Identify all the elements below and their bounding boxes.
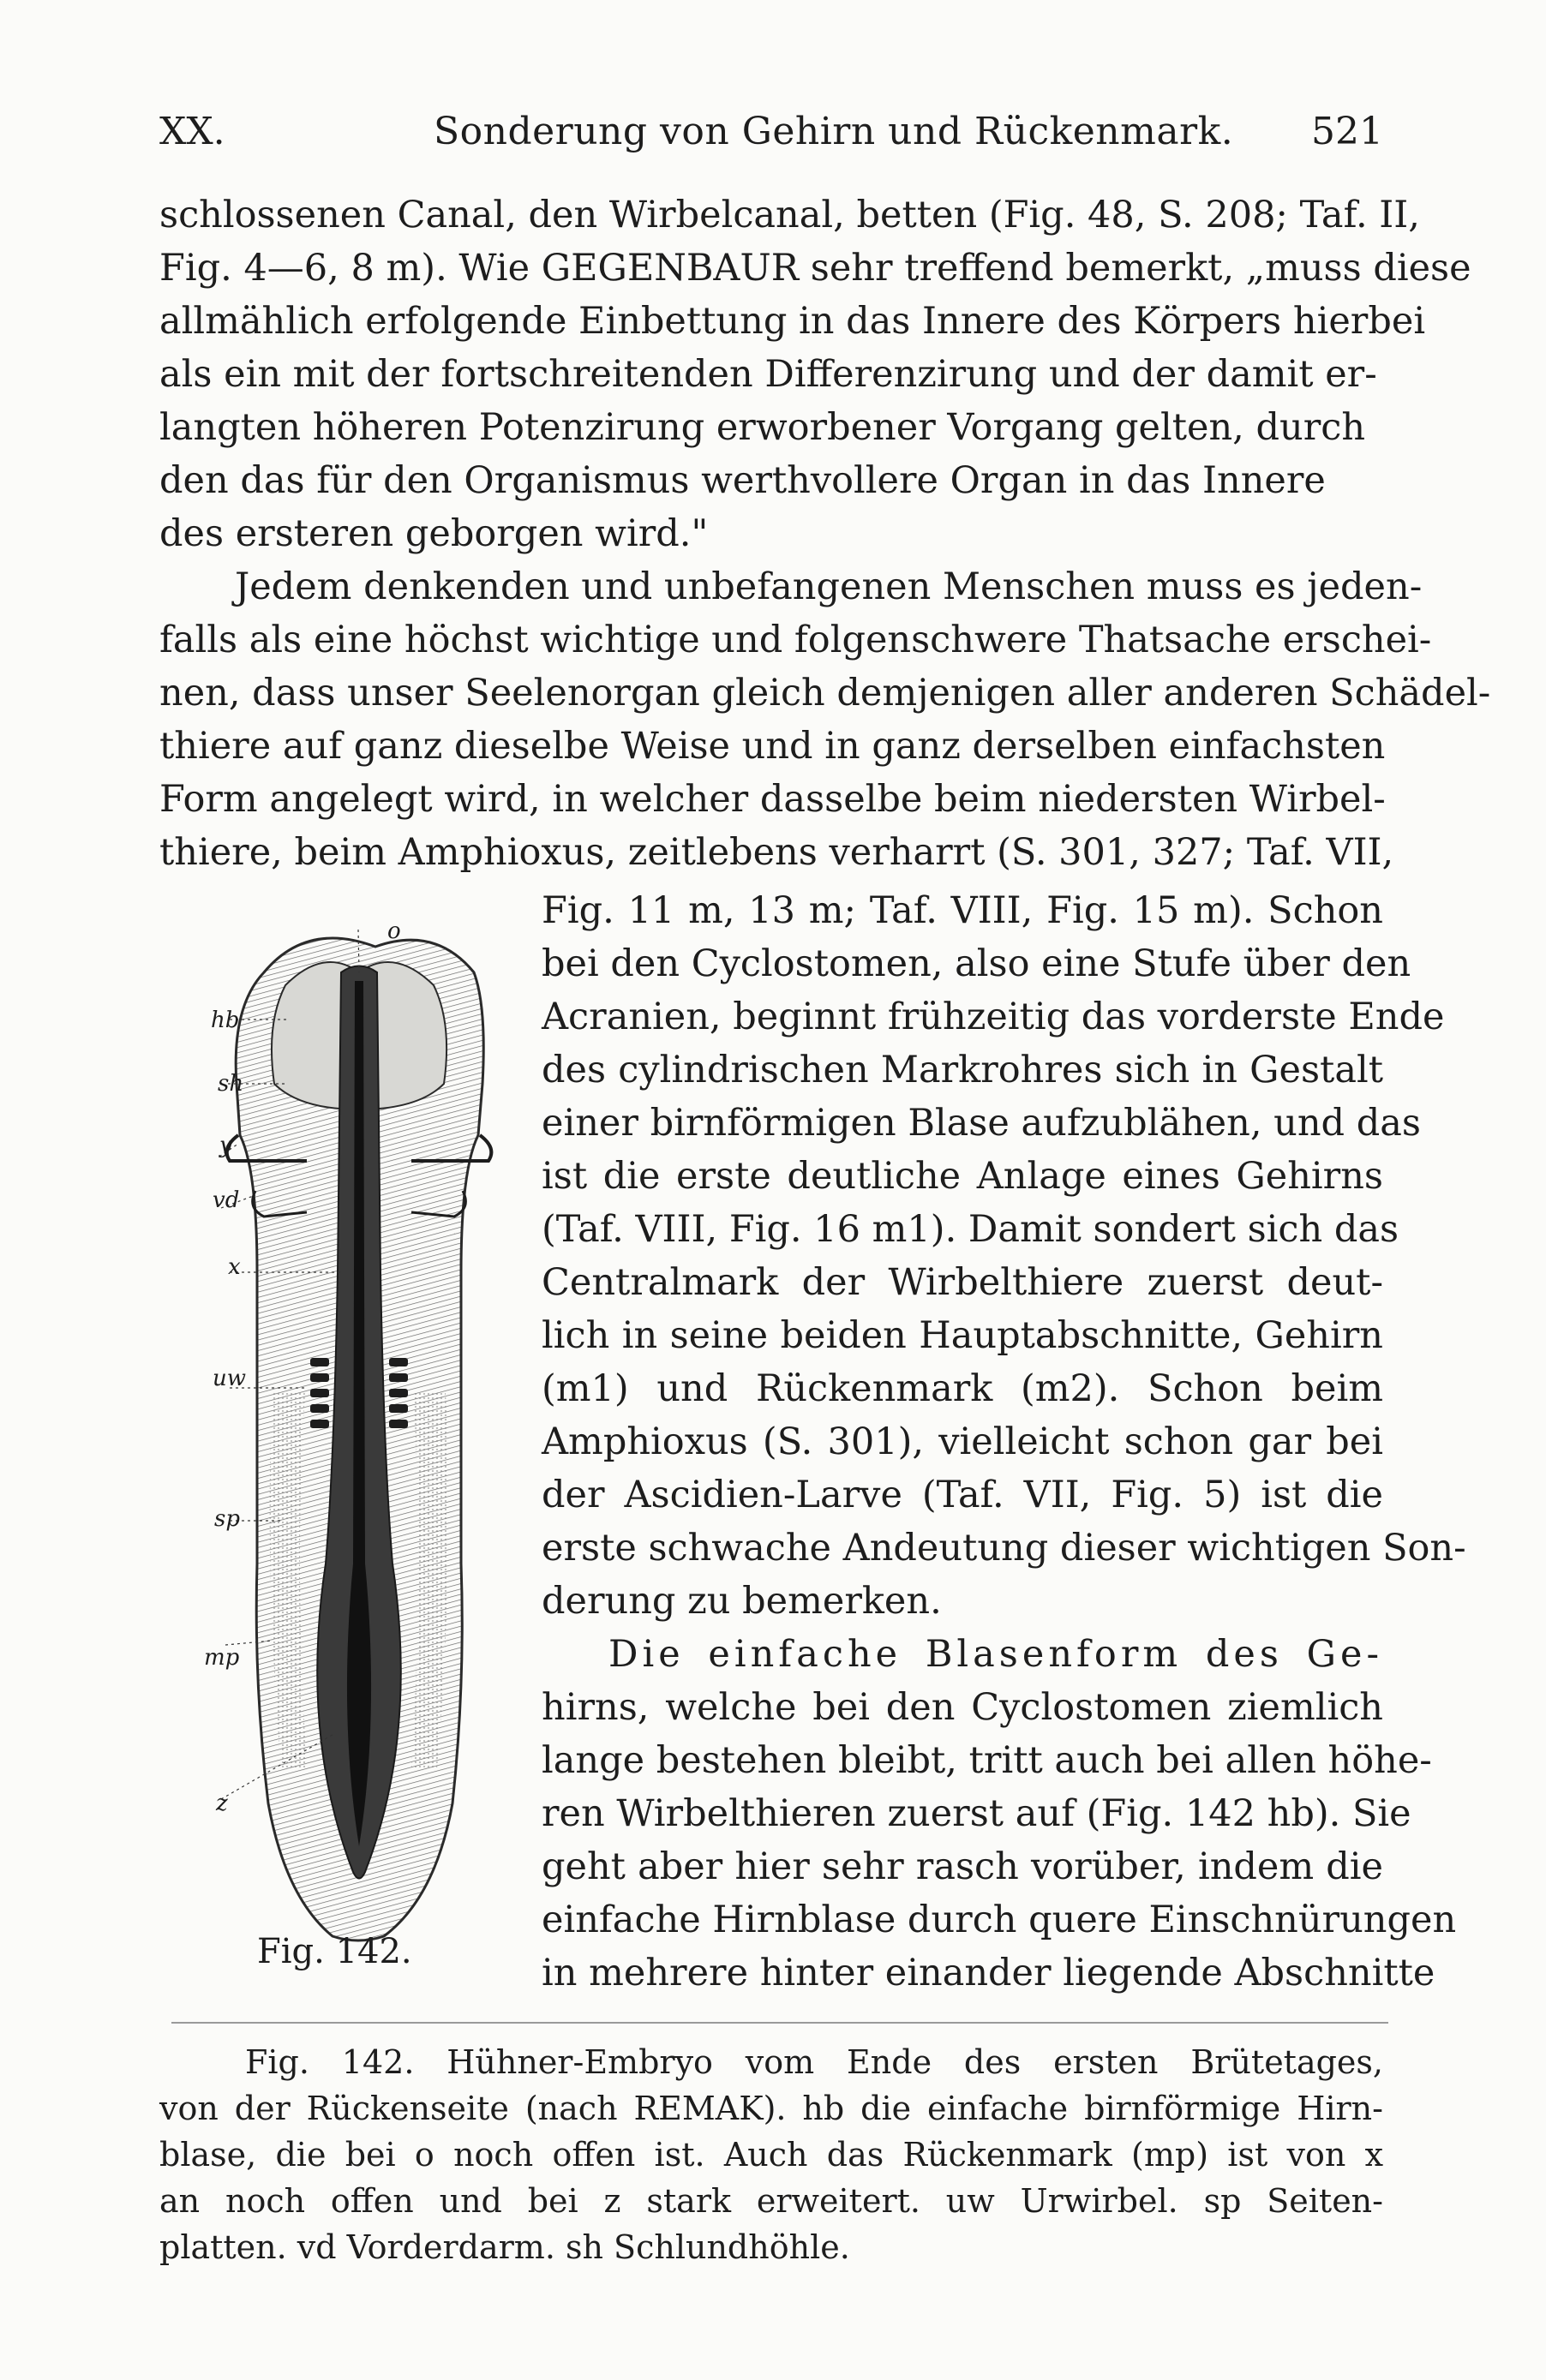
body-line: hirns, welche bei den Cyclostomen ziemlich [542,1686,1383,1729]
body-line: thiere, beim Amphioxus, zeitlebens verharrt (S. 301, 327; Taf. VII, [159,831,1394,874]
body-line: allmählich erfolgende Einbettung in das Innere des Körpers hierbei [159,300,1426,343]
label-uw: uw [213,1366,246,1391]
label-y: y [219,1133,232,1158]
figure-label: Fig. 142. [257,1932,412,1971]
body-line: Fig. 11 m, 13 m; Taf. VIII, Fig. 15 m). Schon [542,889,1383,932]
body-line: des cylindrischen Markrohres sich in Gestalt [542,1049,1383,1091]
body-line: nen, dass unser Seelenorgan gleich demjenigen aller anderen Schädel- [159,672,1491,715]
caption-line: Fig. 142. Hühner-Embryo vom Ende des ersten Brütetages, [245,2043,1383,2081]
body-line: (m1) und Rückenmark (m2). Schon beim [542,1367,1383,1410]
body-line: Fig. 4—6, 8 m). Wie GEGENBAUR sehr treffend bemerkt, „muss diese [159,247,1471,290]
label-z: z [216,1791,228,1816]
body-line-indented: Jedem denkenden und unbefangenen Menschen muss es jeden- [235,565,1423,608]
body-line: den das für den Organismus werthvollere Organ in das Innere [159,459,1326,502]
body-line-indented: Die einfache Blasenform des Ge- [608,1633,1383,1676]
body-line: falls als eine höchst wichtige und folgenschwere Thatsache erschei- [159,619,1432,661]
body-line: ist die erste deutliche Anlage eines Gehirns [542,1155,1383,1198]
body-line: in mehrere hinter einander liegende Abschnitte [542,1952,1435,1994]
body-line: lich in seine beiden Hauptabschnitte, Gehirn [542,1314,1383,1357]
body-line: thiere auf ganz dieselbe Weise und in ganz derselben einfachsten [159,725,1386,768]
label-mp: mp [204,1645,240,1671]
body-line: erste schwache Andeutung dieser wichtigen Son- [542,1527,1466,1570]
label-sh: sh [218,1071,244,1097]
label-vd: vd [213,1187,240,1213]
label-hb: hb [211,1008,240,1033]
body-line: (Taf. VIII, Fig. 16 m1). Damit sondert sich das [542,1208,1399,1251]
caption-divider [171,2022,1388,2024]
caption-line: von der Rückenseite (nach REMAK). hb die einfache birnförmige Hirn- [159,2090,1383,2127]
embryo-illustration [204,912,514,1966]
running-title: Sonderung von Gehirn und Rückenmark. [434,110,1234,153]
body-line: Acranien, beginnt frühzeitig das vorderste Ende [542,996,1445,1038]
caption-line: platten. vd Vorderdarm. sh Schlundhöhle. [159,2228,850,2266]
body-line: lange bestehen bleibt, tritt auch bei allen höhe- [542,1739,1432,1782]
chapter-number: XX. [159,110,225,153]
page-number: 521 [1311,110,1383,153]
body-line: als ein mit der fortschreitenden Differenzirung und der damit er- [159,353,1377,396]
body-line: langten höheren Potenzirung erworbener Vorgang gelten, durch [159,406,1366,449]
caption-line: blase, die bei o noch offen ist. Auch das Rückenmark (mp) ist von x [159,2136,1383,2174]
body-line: Amphioxus (S. 301), vielleicht schon gar bei [542,1420,1383,1463]
body-line: Form angelegt wird, in welcher dasselbe beim niedersten Wirbel- [159,778,1386,821]
body-line: einer birnförmigen Blase aufzublähen, und das [542,1102,1421,1145]
body-line: derung zu bemerken. [542,1580,942,1623]
embryo-drawing [204,912,514,1966]
label-x: x [228,1254,241,1280]
body-line: ren Wirbelthieren zuerst auf (Fig. 142 hb). Sie [542,1792,1411,1835]
body-line: Centralmark der Wirbelthiere zuerst deut- [542,1261,1383,1304]
caption-line: an noch offen und bei z stark erweitert. uw Urwirbel. sp Seiten- [159,2182,1383,2220]
body-line: der Ascidien-Larve (Taf. VII, Fig. 5) ist die [542,1474,1383,1516]
label-o: o [387,918,401,944]
body-line: bei den Cyclostomen, also eine Stufe über den [542,942,1411,985]
page-header [159,110,1383,161]
label-sp: sp [214,1506,240,1532]
body-line: des ersteren geborgen wird." [159,512,709,555]
body-line: einfache Hirnblase durch quere Einschnürungen [542,1899,1457,1941]
body-line: schlossenen Canal, den Wirbelcanal, betten (Fig. 48, S. 208; Taf. II, [159,194,1420,236]
body-line: geht aber hier sehr rasch vorüber, indem die [542,1845,1383,1888]
